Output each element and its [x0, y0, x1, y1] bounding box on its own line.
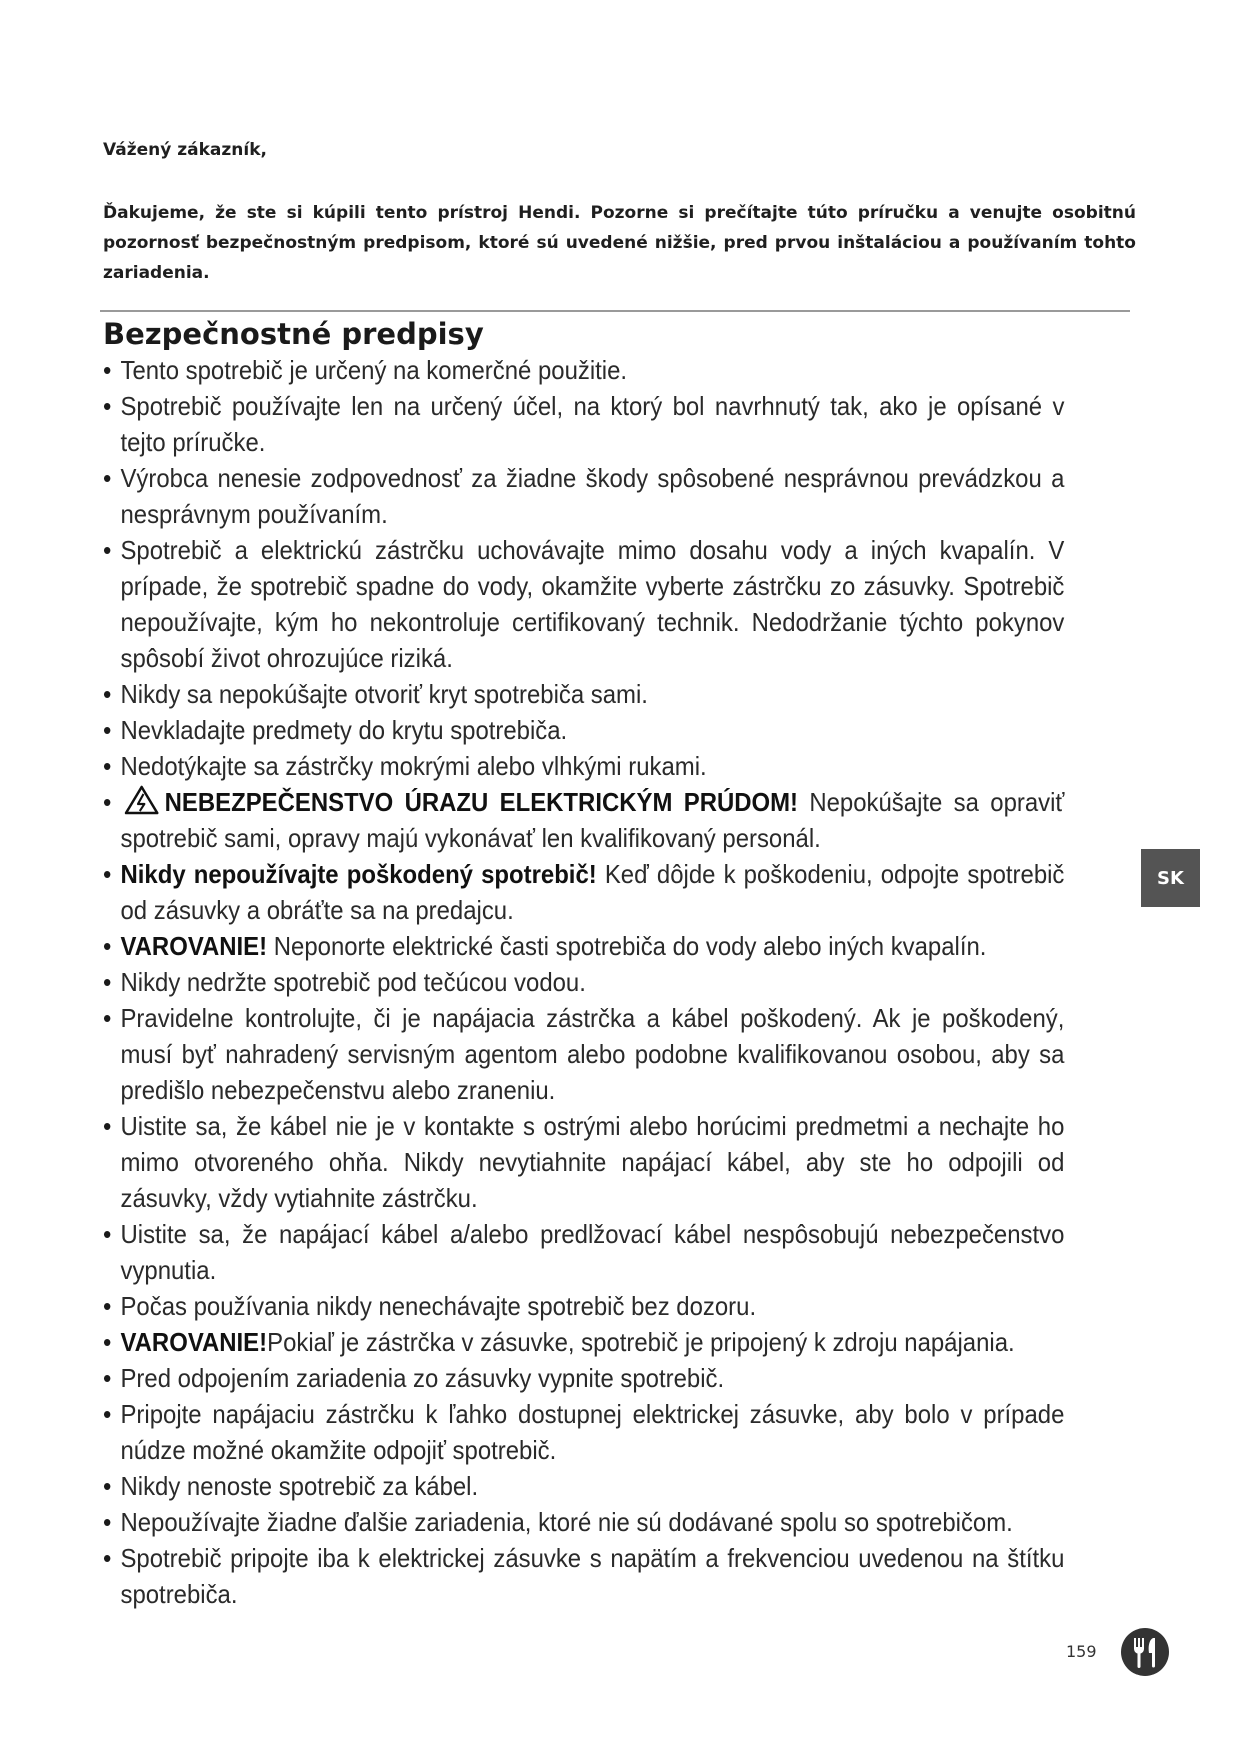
list-item: • Nepoužívajte žiadne ďalšie zariadenia, ktoré nie sú dodávané spolu so spotrebičom. [103, 1504, 1064, 1540]
list-item: • Spotrebič pripojte iba k elektrickej zásuvke s napätím a frekvenciou uvedenou na štítku spotrebiča. [103, 1540, 1064, 1612]
warning-label: Nikdy nepoužívajte poškodený spotrebič! [120, 859, 597, 889]
list-item: • Výrobca nenesie zodpovednosť za žiadne škody spôsobené nesprávnou prevádzkou a nesprávnym používaním. [103, 460, 1064, 532]
intro-paragraph: Ďakujeme, že ste si kúpili tento prístroj Hendi. Pozorne si prečítajte túto príručku a venujte osobitnú pozornosť bezpečnostným predpisom, ktoré sú uvedené nižšie, pred prvou inštaláciou a používaním tohto zariadenia. [103, 203, 1136, 283]
cutlery-logo-icon [1120, 1627, 1170, 1677]
list-item: • Pripojte napájaciu zástrčku k ľahko dostupnej elektrickej zásuvke, aby bolo v prípade núdze možné okamžite odpojiť spotrebič. [103, 1396, 1064, 1468]
list-item: • Nikdy nenoste spotrebič za kábel. [103, 1468, 1064, 1504]
list-item: • Spotrebič používajte len na určený účel, na ktorý bol navrhnutý tak, ako je opísané v tejto príručke. [103, 388, 1064, 460]
list-item: • Nikdy nedržte spotrebič pod tečúcou vodou. [103, 964, 1064, 1000]
electric-hazard-warning-icon [124, 785, 159, 815]
list-item: • Spotrebič a elektrickú zástrčku uchovávajte mimo dosahu vody a iných kvapalín. V prípade, že spotrebič spadne do vody, okamžite vyberte zástrčku zo zásuvky. Spotrebič nepoužívajte, kým ho nekontroluje certifikovaný technik. Nedodržanie týchto pokynov spôsobí život ohrozujúce riziká. [103, 532, 1064, 676]
list-item: • Uistite sa, že kábel nie je v kontakte s ostrými alebo horúcimi predmetmi a nechajte ho mimo otvoreného ohňa. Nikdy nevytiahnite napájací kábel, aby ste ho odpojili od zásuvky, vždy vytiahnite zástrčku. [103, 1108, 1064, 1216]
section-title: Bezpečnostné predpisy [103, 317, 484, 351]
list-item: • Pravidelne kontrolujte, či je napájacia zástrčka a kábel poškodený. Ak je poškodený, musí byť nahradený servisným agentom alebo podobne kvalifikovanou osobou, aby sa predišlo nebezpečenstvu alebo zraneniu. [103, 1000, 1064, 1108]
list-item: • VAROVANIE! Neponorte elektrické časti spotrebiča do vody alebo iných kvapalín. [103, 928, 1064, 964]
list-item: • Nedotýkajte sa zástrčky mokrými alebo vlhkými rukami. [103, 748, 1064, 784]
language-tab: SK [1141, 849, 1200, 907]
list-item: • Nikdy nepoužívajte poškodený spotrebič! Keď dôjde k poškodeniu, odpojte spotrebič od zásuvky a obráťte sa na predajcu. [103, 856, 1064, 928]
list-item: • Uistite sa, že napájací kábel a/alebo predlžovací kábel nespôsobujú nebezpečenstvo vypnutia. [103, 1216, 1064, 1288]
warning-label: VAROVANIE! [120, 1327, 268, 1357]
list-item: • Nikdy sa nepokúšajte otvoriť kryt spotrebiča sami. [103, 676, 1064, 712]
page-number: 159 [1066, 1642, 1097, 1661]
list-item: • Počas používania nikdy nenechávajte spotrebič bez dozoru. [103, 1288, 1064, 1324]
list-item: • Nevkladajte predmety do krytu spotrebiča. [103, 712, 1064, 748]
list-item: • Tento spotrebič je určený na komerčné použitie. [103, 352, 1064, 388]
greeting: Vážený zákazník, [103, 140, 267, 160]
safety-list [103, 352, 1064, 1612]
list-item: • VAROVANIE!Pokiaľ je zástrčka v zásuvke, spotrebič je pripojený k zdroju napájania. [103, 1324, 1064, 1360]
list-item: • Pred odpojením zariadenia zo zásuvky vypnite spotrebič. [103, 1360, 1064, 1396]
danger-label: NEBEZPEČENSTVO ÚRAZU ELEKTRICKÝM PRÚDOM! [164, 787, 799, 817]
section-divider [100, 310, 1130, 312]
warning-label: VAROVANIE! [120, 931, 268, 961]
list-item: • NEBEZPEČENSTVO ÚRAZU ELEKTRICKÝM PRÚDOM! Nepokúšajte sa opraviť spotrebič sami, opravy majú vykonávať len kvalifikovaný personál. [103, 784, 1064, 856]
